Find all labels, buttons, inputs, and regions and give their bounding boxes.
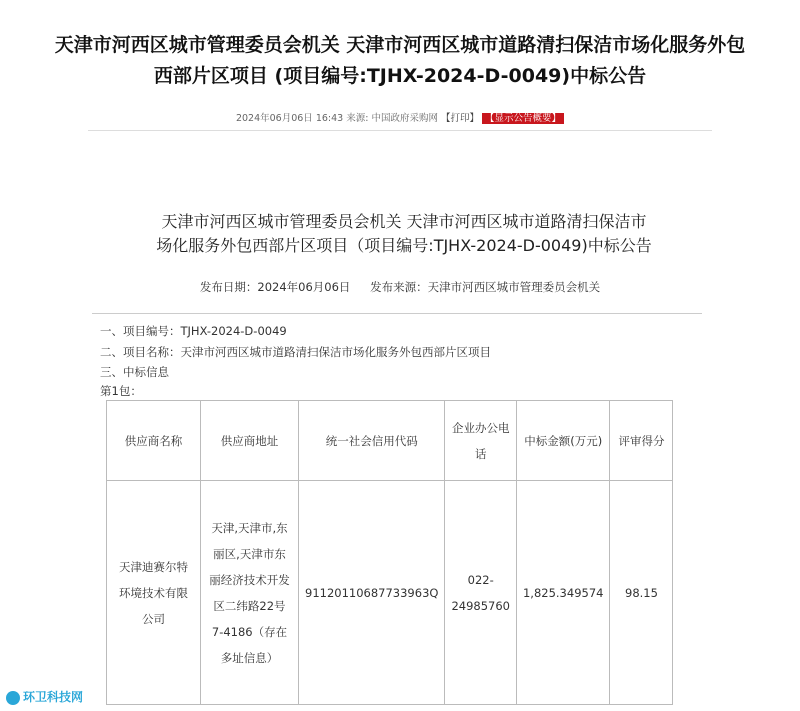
divider: [88, 130, 712, 131]
print-link[interactable]: 【打印】: [440, 113, 479, 124]
winner-table: [106, 400, 673, 705]
table-row: [107, 481, 673, 705]
project-number: 一、项目编号：TJHX-2024-D-0049: [100, 324, 287, 338]
watermark-logo: 环卫科技网: [6, 688, 83, 705]
publish-info: [0, 279, 800, 295]
winner-info-heading: 三、中标信息: [100, 365, 169, 379]
page-title: 天津市河西区城市管理委员会机关 天津市河西区城市道路清扫保洁市场化服务外包 西部片区项目 (项目编号:TJHX-2024-D-0049)中标公告: [54, 34, 746, 87]
cell-amount: 1,825.349574: [516, 481, 609, 705]
publish-date: 发布日期：2024年06月06日: [199, 280, 351, 294]
header-supplier-name: 供应商名称: [107, 401, 201, 481]
header-score: 评审得分: [610, 401, 673, 481]
header-amount: 中标金额(万元): [516, 401, 609, 481]
cell-supplier-address: 天津,天津市,东 丽区,天津市东 丽经济技术开发 区二纬路22号 7-4186（存在 多址信息）: [201, 481, 299, 705]
show-summary-button[interactable]: 【显示公告概要】: [482, 113, 564, 124]
divider: [92, 313, 702, 314]
logo-icon: [6, 691, 20, 705]
package-label: 第1包：: [100, 384, 142, 398]
header-phone: 企业办公电话: [445, 401, 517, 481]
table-header-row: [107, 401, 673, 481]
article-meta: [0, 110, 800, 124]
cell-score: 98.15: [610, 481, 673, 705]
publish-source: 发布来源：天津市河西区城市管理委员会机关: [370, 280, 601, 294]
notice-title: 天津市河西区城市管理委员会机关 天津市河西区城市道路清扫保洁市 场化服务外包西部片区项目（项目编号:TJHX-2024-D-0049)中标公告: [156, 212, 652, 255]
cell-supplier-name: 天津迪赛尔特 环境技术有限 公司: [107, 481, 201, 705]
header-supplier-address: 供应商地址: [201, 401, 299, 481]
cell-phone: 022- 24985760: [445, 481, 517, 705]
header-credit-code: 统一社会信用代码: [299, 401, 445, 481]
cell-credit-code: 91120110687733963Q: [299, 481, 445, 705]
project-name: 二、项目名称：天津市河西区城市道路清扫保洁市场化服务外包西部片区项目: [100, 345, 491, 359]
meta-date-source: 2024年06月06日 16:43 来源: 中国政府采购网: [235, 113, 438, 124]
